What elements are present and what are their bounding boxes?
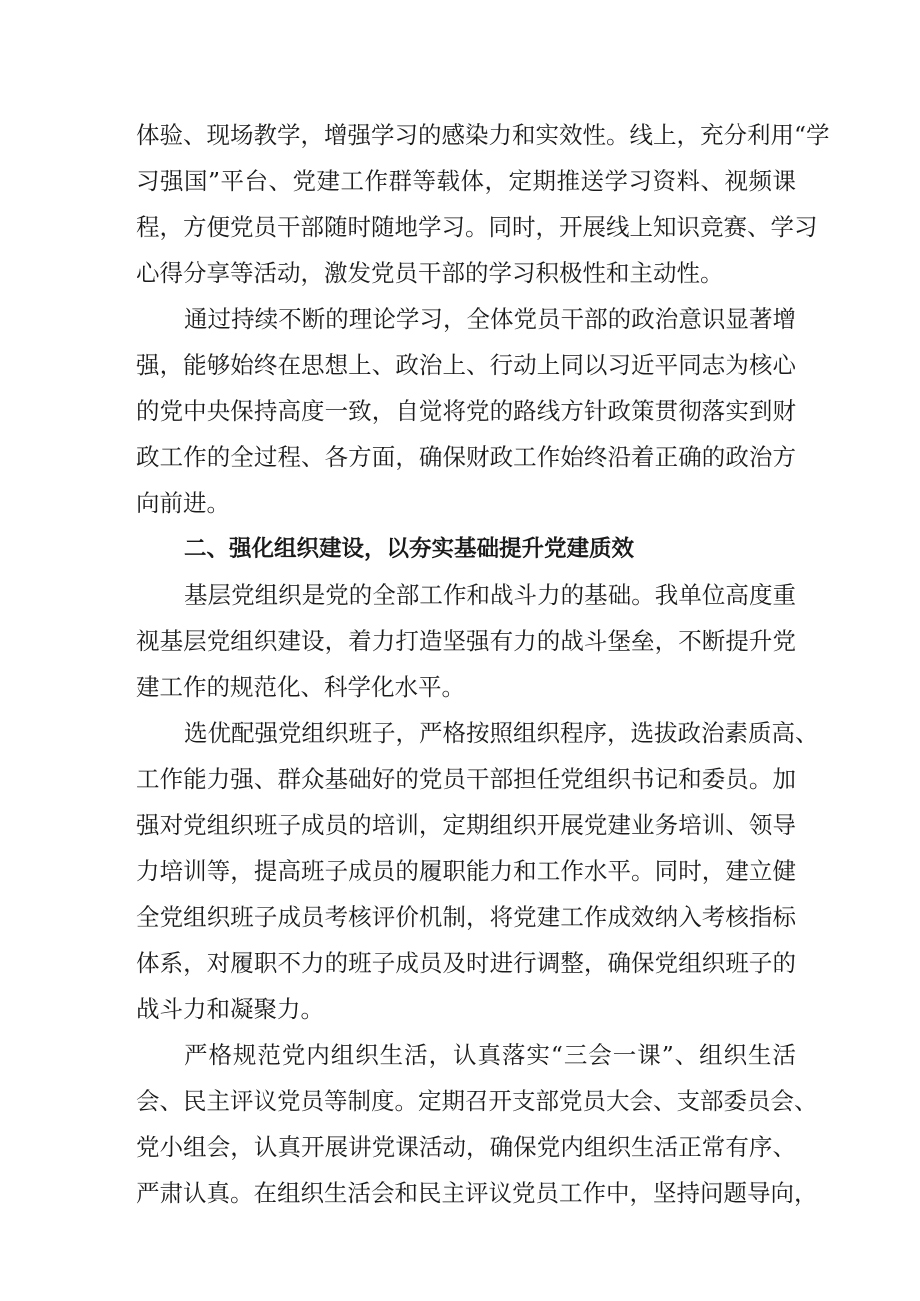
paragraph-2-line-2: 强，能够始终在思想上、政治上、行动上同以习近平同志为核心 [136,351,796,379]
paragraph-3-line-2: 视基层党组织建设，着力打造坚强有力的战斗堡垒，不断提升党 [136,627,796,655]
paragraph-3-line-1: 基层党组织是党的全部工作和战斗力的基础。我单位高度重 [184,581,796,609]
paragraph-4-line-3: 强对党组织班子成员的培训，定期组织开展党建业务培训、领导 [136,811,796,839]
paragraph-5-line-2: 会、民主评议党员等制度。定期召开支部党员大会、支部委员会、 [136,1087,818,1115]
paragraph-3-line-3: 建工作的规范化、科学化水平。 [136,673,465,701]
paragraph-2-line-3: 的党中央保持高度一致，自觉将党的路线方针政策贯彻落实到财 [136,397,796,425]
paragraph-5-line-1: 严格规范党内组织生活，认真落实“三会一课”、组织生活 [184,1041,796,1069]
paragraph-4-line-4: 力培训等，提高班子成员的履职能力和工作水平。同时，建立健 [136,857,796,885]
paragraph-4-line-1: 选优配强党组织班子，严格按照组织程序，选拔政治素质高、 [184,719,819,747]
paragraph-4-line-5: 全党组织班子成员考核评价机制，将党建工作成效纳入考核指标 [136,903,796,931]
paragraph-2-line-5: 向前进。 [136,489,230,517]
paragraph-5-line-4: 严肃认真。在组织生活会和民主评议党员工作中，坚持问题导向， [136,1179,818,1207]
paragraph-4-line-6: 体系，对履职不力的班子成员及时进行调整，确保党组织班子的 [136,949,796,977]
paragraph-1-line-4: 心得分享等活动，激发党员干部的学习积极性和主动性。 [136,259,724,287]
paragraph-2-line-4: 政工作的全过程、各方面，确保财政工作始终沿着正确的政治方 [136,443,796,471]
paragraph-4-line-2: 工作能力强、群众基础好的党员干部担任党组织书记和委员。加 [136,765,796,793]
paragraph-4-line-7: 战斗力和凝聚力。 [136,995,324,1023]
paragraph-1-line-2: 习强国”平台、党建工作群等载体，定期推送学习资料、视频课 [136,167,796,195]
paragraph-2-line-1: 通过持续不断的理论学习，全体党员干部的政治意识显著增 [184,305,796,333]
paragraph-1-line-1: 体验、现场教学，增强学习的感染力和实效性。线上，充分利用“学 [136,121,830,149]
section-heading: 二、强化组织建设，以夯实基础提升党建质效 [184,536,635,562]
paragraph-5-line-3: 党小组会，认真开展讲党课活动，确保党内组织生活正常有序、 [136,1133,796,1161]
paragraph-1-line-3: 程，方便党员干部随时随地学习。同时，开展线上知识竞赛、学习 [136,213,818,241]
